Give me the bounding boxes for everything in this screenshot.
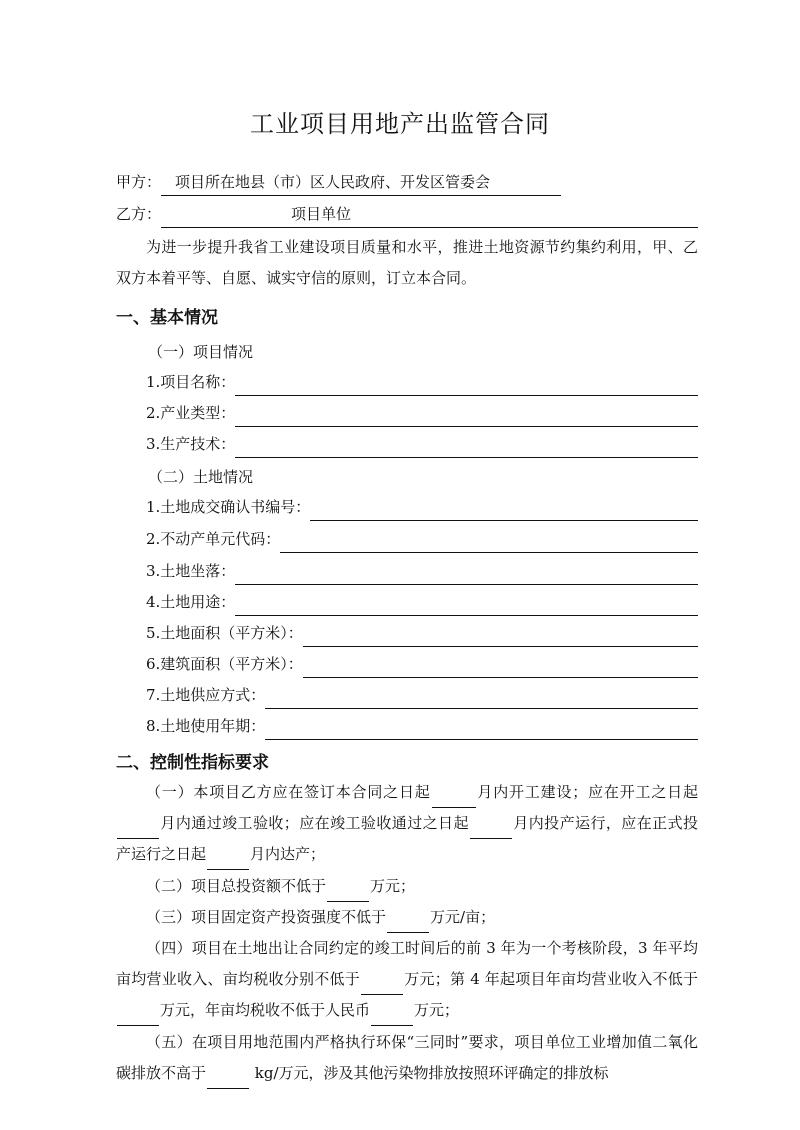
avg-revenue-tax-blank[interactable]: [361, 976, 403, 995]
clause-4: [116, 933, 698, 1026]
clause-3: [116, 902, 698, 933]
production-tech-input[interactable]: [235, 434, 698, 458]
investment-intensity-blank[interactable]: [387, 914, 429, 933]
field-building-area: [146, 646, 698, 678]
field-label: 2.产业类型：: [146, 404, 236, 422]
use-term-input[interactable]: [265, 716, 698, 740]
party-a-value: 项目所在地县（市）区人民政府、开发区管委会: [175, 173, 491, 191]
party-a-field[interactable]: [161, 172, 561, 196]
land-deal-number-input[interactable]: [310, 497, 698, 521]
annual-revenue-blank[interactable]: [117, 1007, 159, 1026]
field-label: 7.土地供应方式：: [146, 686, 266, 704]
field-label: 8.土地使用年期：: [146, 717, 266, 735]
field-label: 4.土地用途：: [146, 593, 236, 611]
field-label: 5.土地面积（平方米）：: [146, 624, 303, 642]
clause-text: （一）本项目乙方应在签订本合同之日起: [146, 783, 431, 801]
clause-text: 月内达产；: [250, 845, 326, 863]
clause-2: [116, 871, 698, 902]
building-area-input[interactable]: [303, 654, 698, 678]
property-unit-code-input[interactable]: [280, 529, 698, 553]
clause-text: （二）项目总投资额不低于: [146, 877, 327, 895]
field-production-tech: [146, 426, 698, 458]
clause-text: 万元/亩；: [430, 908, 496, 926]
field-label: 3.生产技术：: [146, 435, 236, 453]
section-2-heading: 二、控制性指标要求: [116, 753, 269, 773]
total-investment-blank[interactable]: [327, 883, 369, 902]
clause-text: kg/万元，涉及其他污染物排放按照环评确定的排放标: [250, 1064, 609, 1082]
section-1-heading: 一、基本情况: [116, 308, 218, 328]
field-label: 2.不动产单元代码：: [146, 530, 281, 548]
document-title: 工业项目用地产出监管合同: [250, 110, 550, 138]
field-land-location: [146, 553, 698, 585]
field-label: 1.土地成交确认书编号：: [146, 498, 311, 516]
clause-text: 万元；: [370, 877, 416, 895]
clause-text: （三）项目固定资产投资强度不低于: [146, 908, 387, 926]
field-label: 1.项目名称：: [146, 373, 236, 391]
clause-text: （四）项目在土地出让合同约定的竣工时间后的前 3 年为一个考核阶段，3 年平均亩均营业收入、亩均税收分别不低于: [116, 939, 698, 988]
field-land-area: [146, 615, 698, 647]
field-industry-type: [146, 395, 698, 427]
annual-tax-blank[interactable]: [371, 1007, 413, 1026]
clause-text: 万元，年亩均税收不低于人民币: [160, 1001, 371, 1019]
months-to-completion-blank[interactable]: [117, 820, 159, 839]
clause-text: 月内投产运行，应在正式投产运行之日起: [116, 814, 698, 863]
land-area-input[interactable]: [303, 623, 698, 647]
clause-text: 月内开工建设；应在开工之日起: [476, 783, 698, 801]
supply-method-input[interactable]: [265, 685, 698, 709]
field-label: 3.土地坐落：: [146, 562, 236, 580]
field-label: 6.建筑面积（平方米）：: [146, 655, 303, 673]
intro-paragraph: 为进一步提升我省工业建设项目质量和水平，推进土地资源节约集约利用，甲、乙双方本着平等、自愿、诚实守信的原则，订立本合同。: [116, 238, 698, 287]
field-property-unit-code: [146, 521, 698, 553]
months-to-start-blank[interactable]: [432, 789, 476, 808]
months-to-operation-blank[interactable]: [470, 820, 512, 839]
clause-1: [116, 777, 698, 870]
industry-type-input[interactable]: [235, 403, 698, 427]
party-b-line: [116, 196, 698, 228]
party-a-line: [116, 164, 698, 196]
party-b-label: 乙方：: [116, 205, 162, 223]
co2-emission-blank[interactable]: [207, 1070, 249, 1089]
land-location-input[interactable]: [235, 561, 698, 585]
land-use-input[interactable]: [235, 592, 698, 616]
months-to-full-production-blank[interactable]: [207, 851, 249, 870]
party-a-label: 甲方：: [116, 173, 162, 191]
land-info-subheading: （二）土地情况: [148, 468, 254, 486]
project-name-input[interactable]: [235, 372, 698, 396]
clause-text: 万元；第 4 年起项目年亩均营业收入不低于: [403, 970, 698, 988]
clause-text: 月内通过竣工验收；应在竣工验收通过之日起: [160, 814, 469, 832]
clause-text: （五）在项目用地范围内严格执行环保“三同时”要求，项目单位工业增加值二氧化碳排放不高于: [116, 1033, 698, 1082]
clause-5: [116, 1027, 698, 1089]
field-use-term: [146, 708, 698, 740]
field-land-use: [146, 584, 698, 616]
field-land-deal-number: [146, 489, 698, 521]
project-info-subheading: （一）项目情况: [148, 343, 254, 361]
party-b-field[interactable]: [161, 204, 698, 228]
field-project-name: [146, 364, 698, 396]
clause-text: 万元；: [414, 1001, 460, 1019]
field-supply-method: [146, 677, 698, 709]
party-b-value: 项目单位: [291, 205, 352, 223]
